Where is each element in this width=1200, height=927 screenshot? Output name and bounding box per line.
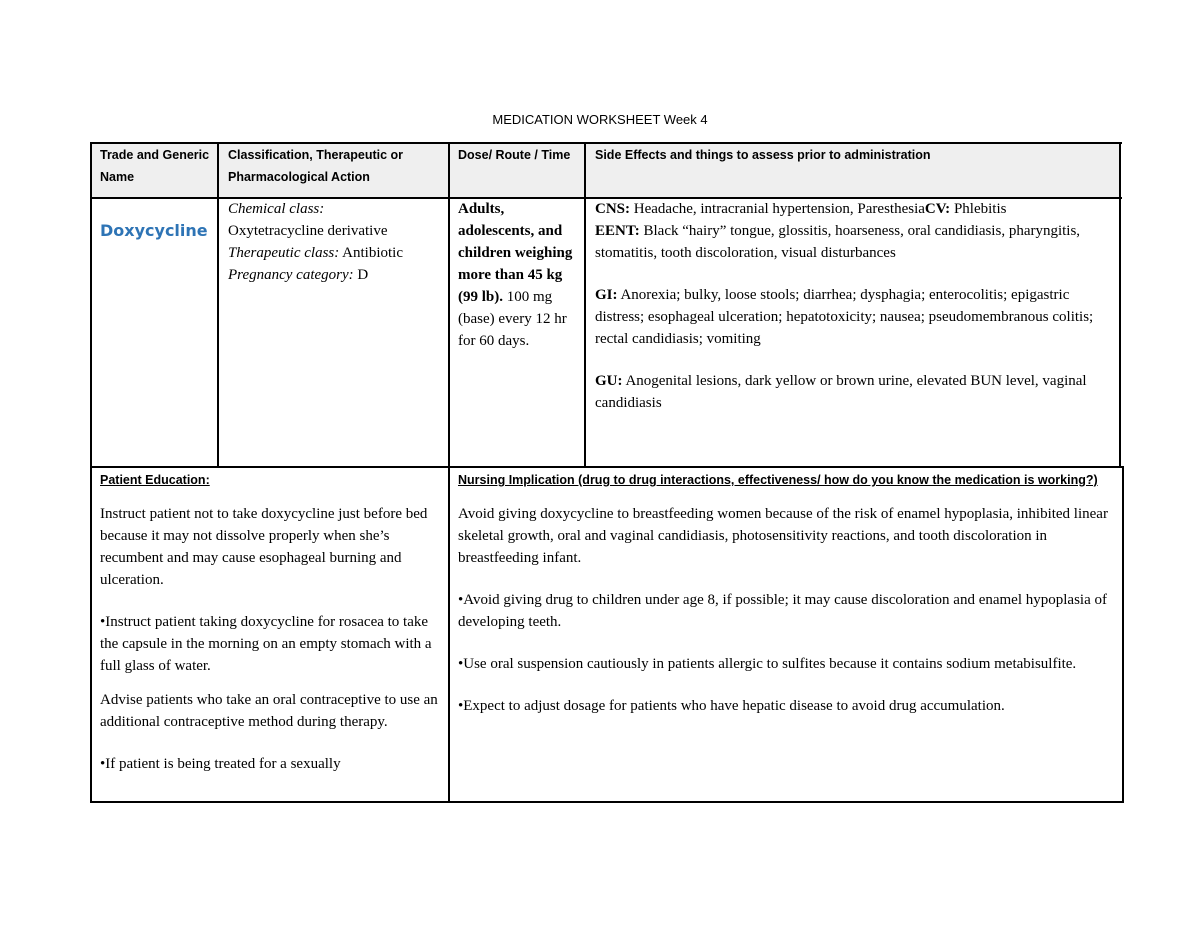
eent-label: EENT: [595, 223, 640, 239]
classification-cell [228, 198, 446, 286]
patient-education-p1: Instruct patient not to take doxycycline just before bed because it may not dissolve properly when she’s recumbent and may cause esophageal burning and ulceration. [100, 506, 428, 588]
nursing-implication-header: Nursing Implication (drug to drug interactions, effectiveness/ how do you know the medication is working?) [458, 473, 1098, 487]
table-border-right-top [1119, 142, 1121, 468]
eent-text: Black “hairy” tongue, glossitis, hoarseness, oral candidiasis, pharyngitis, stomatitis, tooth discoloration, visual disturbances [595, 223, 1081, 261]
nursing-implication-p4: •Expect to adjust dosage for patients who have hepatic disease to avoid drug accumulation. [458, 698, 1005, 714]
patient-education-header: Patient Education: [100, 473, 210, 487]
page-title: MEDICATION WORKSHEET Week 4 [492, 112, 708, 127]
header-dose: Dose/ Route / Time [458, 148, 571, 162]
pregnancy-value: D [357, 267, 369, 283]
patient-education-p3: Advise patients who take an oral contraceptive to use an additional contraceptive method during therapy. [100, 692, 438, 730]
therapeutic-class-value: Antibiotic [342, 245, 403, 261]
table-row-divider [90, 466, 1124, 468]
dose-population: Adults, adolescents, and children weighing more than 45 kg (99 lb). [458, 201, 573, 305]
gu-text: Anogenital lesions, dark yellow or brown urine, elevated BUN level, vaginal candidiasis [595, 373, 1087, 411]
dose-cell [458, 198, 580, 352]
side-effects-cell [595, 198, 1117, 414]
column-divider-3 [584, 142, 586, 468]
gi-text: Anorexia; bulky, loose stools; diarrhea; dysphagia; enterocolitis; epigastric distress; esophageal ulceration; hepatotoxicity; nausea; pseudomembranous colitis; rectal candidiasis; vomiting [595, 287, 1094, 347]
patient-education-p2: •Instruct patient taking doxycycline for rosacea to take the capsule in the morning on an empty stomach with a full glass of water. [100, 614, 432, 674]
table-border-bottom [90, 801, 1124, 803]
header-side-effects: Side Effects and things to assess prior to administration [595, 148, 931, 162]
cns-label: CNS: [595, 201, 631, 217]
table-border-left [90, 142, 92, 803]
nursing-implication-p3: •Use oral suspension cautiously in patients allergic to sulfites because it contains sodium metabisulfite. [458, 656, 1077, 672]
header-classification: Classification, Therapeutic or Pharmacological Action [228, 148, 404, 184]
nursing-implication-p2: •Avoid giving drug to children under age 8, if possible; it may cause discoloration and enamel hypoplasia of developing teeth. [458, 592, 1107, 630]
patient-education-p4: •If patient is being treated for a sexually [100, 756, 341, 772]
cns-text: Headache, intracranial hypertension, Paresthesia [633, 201, 925, 217]
drug-name: Doxycycline [100, 221, 208, 240]
cv-text: Phlebitis [953, 201, 1007, 217]
pregnancy-label: Pregnancy category: [228, 267, 354, 283]
table-border-right-bottom [1122, 466, 1124, 803]
patient-education-cell [100, 469, 445, 775]
nursing-implication-cell [458, 469, 1118, 717]
dose-amount: 100 mg (base) every 12 hr for 60 days. [458, 289, 567, 349]
gi-label: GI: [595, 287, 618, 303]
gu-label: GU: [595, 373, 623, 389]
chemical-class-value: Oxytetracycline derivative [228, 223, 388, 239]
nursing-implication-p1: Avoid giving doxycycline to breastfeeding women because of the risk of enamel hypoplasia, inhibited linear skeletal growth, oral and vaginal candidiasis, photosensitivity reactions, and tooth discoloration in breastfeeding infant. [458, 506, 1108, 566]
header-trade-generic: Trade and Generic Name [100, 148, 210, 184]
column-divider-1 [217, 142, 219, 468]
column-divider-2 [448, 142, 450, 803]
chemical-class-label: Chemical class: [228, 201, 325, 217]
therapeutic-class-label: Therapeutic class: [228, 245, 340, 261]
cv-label: CV: [924, 201, 951, 217]
